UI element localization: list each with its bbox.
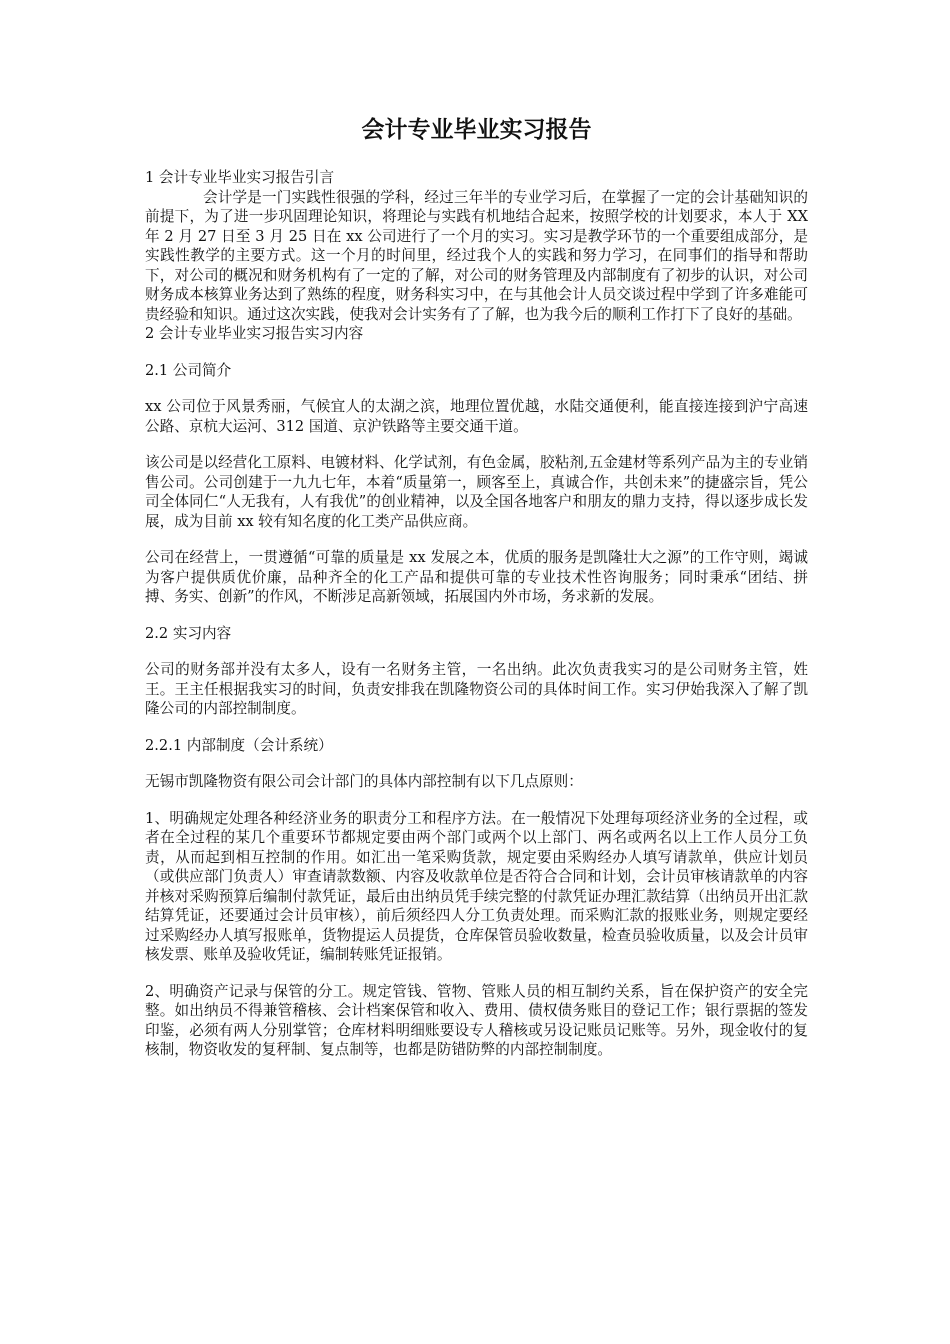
company-paragraph-2: 该公司是以经营化工原料、电镀材料、化学试剂，有色金属，胶粘剂,五金建材等系列产品为主的专业销售公司。公司创建于一九九七年，本着“质量第一，顾客至上，真诚合作，共创未来”的捷盛宗旨，凭公司全体同仁“人无我有，人有我优”的创业精神，以及全国各地客户和朋友的鼎力支持，得以逐步成长发展，成为目前 xx 较有知名度的化工类产品供应商。 (145, 454, 808, 530)
section-heading-2-2-1: 2.2.1 内部制度（会计系统） (145, 736, 333, 754)
document-title: 会计专业毕业实习报告 (361, 117, 592, 143)
section-heading-1: 1 会计专业毕业实习报告引言 (145, 169, 335, 186)
section-heading-2-1: 2.1 公司简介 (145, 361, 232, 379)
company-paragraph-3: 公司在经营上，一贯遵循“可靠的质量是 xx 发展之本，优质的服务是凯隆壮大之源”的工作守则，竭诚为客户提供质优价廉，品种齐全的化工产品和提供可靠的专业技术性咨询服务；同时秉承“团结、拼搏、务实、创新”的作风，不断涉足高新领域，拓展国内外市场，务求新的发展。 (145, 549, 808, 605)
document-page (145, 112, 808, 1060)
company-paragraph-1: xx 公司位于风景秀丽，气候宜人的太湖之滨，地理位置优越，水陆交通便利，能直接连接到沪宁高速公路、京杭大运河、312 国道、京沪铁路等主要交通干道。 (145, 398, 808, 435)
section-heading-2-2: 2.2 实习内容 (145, 624, 232, 642)
section-heading-2: 2 会计专业毕业实习报告实习内容 (145, 325, 364, 342)
intro-paragraph: 会计学是一门实践性很强的学科，经过三年半的专业学习后，在掌握了一定的会计基础知识的前提下，为了进一步巩固理论知识，将理论与实践有机地结合起来，按照学校的计划要求，本人于 XX 年 2 月 27 日至 3 月 25 日在 xx 公司进行了一个月的实习。实习是教学环节的一个重要组成部分，是实践性教学的主要方式。这一个月的时间里，经过我个人的实践和努力学习，在同事们的指导和帮助下，对公司的概况和财务机构有了一定的了解，对公司的财务管理及内部制度有了初步的认识，对公司财务成本核算业务达到了熟练的程度，财务科实习中，在与其他会计人员交谈过程中学到了许多难能可贵经验和知识。通过这次实践，使我对会计实务有了了解，也为我今后的顺利工作打下了良好的基础。 (145, 188, 808, 323)
rule-paragraph-2: 2、明确资产记录与保管的分工。规定管钱、管物、管账人员的相互制约关系，旨在保护资产的安全完整。如出纳员不得兼管稽核、会计档案保管和收入、费用、债权债务账目的登记工作；银行票据的签发印鉴，必须有两人分别掌管；仓库材料明细账要设专人稽核或另设记账员记账等。另外，现金收付的复核制，物资收发的复秤制、复点制等，也都是防错防弊的内部控制制度。 (145, 982, 808, 1058)
rule-paragraph-1: 1、明确规定处理各种经济业务的职责分工和程序方法。在一般情况下处理每项经济业务的全过程，或者在全过程的某几个重要环节都规定要由两个部门或两个以上部门、两名或两名以上工作人员分工负责，从而起到相互控制的作用。如汇出一笔采购货款，规定要由采购经办人填写请款单，供应计划员（或供应部门负责人）审查请款数额、内容及收款单位是否符合合同和计划，会计员审核请款单的内容并核对采购预算后编制付款凭证，最后由出纳员凭手续完整的付款凭证办理汇款结算（出纳员开出汇款结算凭证，还要通过会计员审核），前后须经四人分工负责处理。而采购汇款的报账业务，则规定要经过采购经办人填写报账单，货物提运人员提货，仓库保管员验收数量，检查员验收质量，以及会计员审核发票、账单及验收凭证，编制转账凭证报销。 (145, 809, 808, 963)
principles-paragraph: 无锡市凯隆物资有限公司会计部门的具体内部控制有以下几点原则： (145, 773, 583, 790)
content-paragraph: 公司的财务部并没有太多人，设有一名财务主管，一名出纳。此次负责我实习的是公司财务主管，姓王。王主任根据我实习的时间，负责安排我在凯隆物资公司的具体时间工作。实习伊始我深入了解了凯隆公司的内部控制制度。 (145, 661, 808, 717)
